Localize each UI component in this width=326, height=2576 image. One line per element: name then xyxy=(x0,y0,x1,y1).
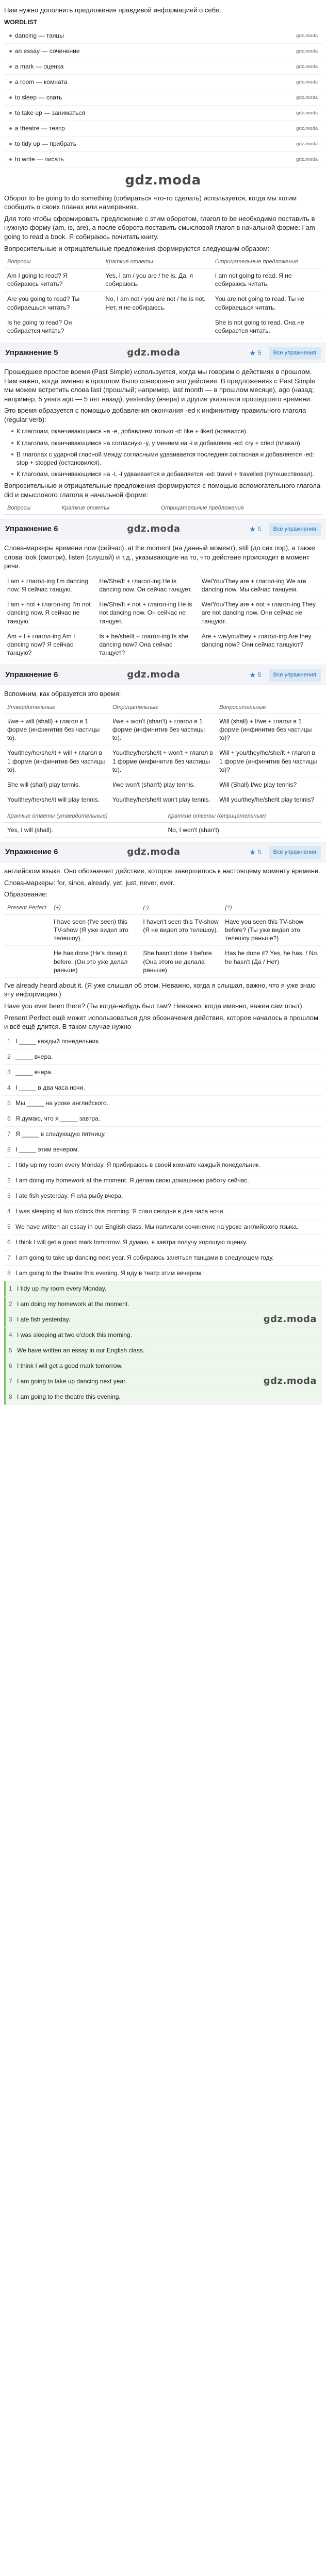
table-cell: You/they/he/she/it + won't + глагол в 1 форме (инфинитив без частицы to). xyxy=(109,745,216,777)
rule-item: К глаголам, оканчивающимся на -l, -l удваивается и добавляется -ed: travel + travelled (путешествовал). xyxy=(11,470,322,478)
table-row xyxy=(4,714,322,745)
table-row xyxy=(4,823,322,838)
all-exercises-button[interactable]: Все упражнения xyxy=(269,347,321,360)
table-cell: Will (shall) + I/we + глагол в 1 форме (инфинитив без частицы to)? xyxy=(216,714,322,745)
table-header-row xyxy=(4,902,322,914)
table-cell: She hasn't done it before. (Она этого не делала раньше) xyxy=(140,946,222,978)
list-item: 6 I think I will get a good mark tomorrow. Я думаю, я завтра получу хорошую оценку. xyxy=(4,1235,322,1250)
table-cell: Am I going to read? Я собираюсь читать? xyxy=(4,268,102,291)
table-cell: You are not going to read. Ты не собираешься читать. xyxy=(212,292,322,315)
answer-item: 4 I was sleeping at two o'clock this morning. xyxy=(4,1328,322,1343)
all-exercises-button[interactable]: Все упражнения xyxy=(269,846,321,859)
table-cell: I am + глагол-ing I'm dancing now. Я сейчас танцую. xyxy=(4,574,96,597)
list-item: 4 I was sleeping at two o'clock this morning. Я спал сегодня в два часа ночи. xyxy=(4,1204,322,1219)
wordlist-item: a theatre — театр gdz.moda xyxy=(4,121,322,137)
table-row xyxy=(4,792,322,807)
table-header-row xyxy=(4,502,322,514)
list-item: 7 Я _____ в следующую пятницу. xyxy=(4,1127,322,1142)
going-to-paragraph: Оборот to be going to do something (собираться что-то сделать) используется, когда мы хотим сообщить о своих планах или намерениях. xyxy=(4,194,297,211)
table-header-row xyxy=(4,702,322,714)
wordlist-item: to take up — заниматься gdz.moda xyxy=(4,106,322,121)
table-header-row xyxy=(4,810,322,822)
watermark: gdz.moda xyxy=(127,846,181,858)
list-item: 8 I _____ этим вечером. xyxy=(4,1142,322,1158)
table-cell: Am + I + глагол-ing Am I dancing now? Я сейчас танцую? xyxy=(4,629,96,660)
all-exercises-button[interactable]: Все упражнения xyxy=(269,523,321,536)
star-icon[interactable]: ★ xyxy=(249,348,256,357)
table-row xyxy=(4,745,322,777)
star-icon[interactable]: ★ xyxy=(249,670,256,679)
table-row xyxy=(4,914,322,946)
table-cell: Is he going to read? Он собирается читать? xyxy=(4,315,102,338)
going-to-paragraph-2: Для того чтобы сформировать предложение с этим оборотом, глагол to be необходимо поставить в нужную форму (am, is, are), а после оборота поставить смысловой глагол в начальной форме: I am going to read a book. Я собираюсь почитать книгу. xyxy=(4,214,315,241)
exercise-title: Упражнение 6 xyxy=(5,670,58,680)
watermark: gdz.moda xyxy=(127,523,181,535)
wordlist-item: to write — писать gdz.moda xyxy=(4,152,322,167)
table-cell: He/She/It + not + глагол-ing He is not dancing now. Он сейчас не танцует. xyxy=(96,597,198,629)
list-item: 8 I am going to the theatre this evening. Я иду в театр этим вечером. xyxy=(4,1266,322,1281)
answer-item: 1 I tidy up my room every Monday. xyxy=(4,1281,322,1297)
rules-list xyxy=(4,427,322,478)
table-header: Отрицательные предложения xyxy=(158,502,322,514)
table-row xyxy=(4,777,322,792)
table-cell: You/they/he/she/it will play tennis. xyxy=(4,792,109,807)
rule-item: К глаголам, оканчивающимся на -e, добавляем только -d: like + liked (нравился). xyxy=(11,427,322,435)
watermark: gdz.moda xyxy=(125,172,201,188)
list-item: 1 I tidy up my room every Monday. Я прибираюсь в своей комнате каждый понедельник. xyxy=(4,1158,322,1173)
list-item: 3 _____ вчера. xyxy=(4,1065,322,1080)
going-to-paragraph-3: Вопросительные и отрицательные предложения формируются следующим образом: xyxy=(4,244,270,252)
table-cell: I am + not + глагол-ing I'm not dancing now. Я сейчас не танцую. xyxy=(4,597,96,629)
table-header: (-) xyxy=(140,902,222,914)
table-row xyxy=(4,597,322,629)
answers-list xyxy=(4,1281,322,1405)
table-cell: Are you going to read? Ты собираешься читать? xyxy=(4,292,102,315)
rating-count: 5 xyxy=(257,671,262,679)
table-row xyxy=(4,292,322,315)
wordlist xyxy=(4,28,322,167)
exercise-list xyxy=(4,1034,322,1281)
table-header-row xyxy=(4,256,322,268)
list-item: 5 Мы _____ на уроке английского. xyxy=(4,1096,322,1111)
perfect-question: Have you ever been there? (Ты когда-нибудь был там? Неважно, когда именно, важен сам опыт). xyxy=(4,1002,304,1010)
going-to-table xyxy=(4,256,322,338)
wordlist-title: WORDLIST xyxy=(4,18,37,26)
rule-item: К глаголам, оканчивающимся на согласную -y, у меняем на -i и добавляем -ed: cry + cried (плакал). xyxy=(11,439,322,447)
table-header: Краткие ответы (отрицательные) xyxy=(165,810,322,822)
past-paragraph-3: Вопросительные и отрицательные предложения формируются с помощью вспомогательного глагола did и смыслового глагола в начальной форме: xyxy=(4,482,321,499)
perfect-intro: английском языке. Оно обозначает действие, которое завершилось к настоящему моменту времени. xyxy=(4,867,320,875)
table-cell: No, I won't (shan't). xyxy=(165,823,322,838)
watermark: gdz.moda xyxy=(263,1375,317,1386)
table-cell: Yes, I am / you are / he is. Да, я собираюсь. xyxy=(102,268,211,291)
list-item: 7 I am going to take up dancing next year. Я собираюсь заняться танцами в следующем году. xyxy=(4,1250,322,1266)
perfect-formation: Образование: xyxy=(4,890,48,899)
table-header: Вопросы xyxy=(4,256,102,268)
table-cell: Will (Shall) I/we play tennis? xyxy=(216,777,322,792)
list-item: 2 I am doing my homework at the moment. Я делаю свою домашнюю работу сейчас. xyxy=(4,1173,322,1189)
table-header: Отрицательные xyxy=(109,702,216,714)
table-header: Отрицательные предложения xyxy=(212,256,322,268)
table-cell: I/we + won't (shan't) + глагол в 1 форме (инфинитив без частицы to). xyxy=(109,714,216,745)
table-header: Краткие ответы xyxy=(59,502,158,514)
table-cell: Have you seen this TV-show before? (Ты уже видел это телешоу раньше?) xyxy=(222,914,322,946)
table-cell: She is not going to read. Она не собирается читать. xyxy=(212,315,322,338)
wordlist-item: a room — комната gdz.moda xyxy=(4,75,322,90)
rating-count: 5 xyxy=(257,849,262,856)
table-cell: She will (shall) play tennis. xyxy=(4,777,109,792)
intro-text: Нам нужно дополнить предложения правдивой информацией о себе. xyxy=(4,6,221,14)
table-cell: Will you/they/he/she/it play tennis? xyxy=(216,792,322,807)
table-row xyxy=(4,315,322,338)
future-intro: Вспомним, как образуется это время: xyxy=(4,690,121,698)
wordlist-item: a mark — оценка gdz.moda xyxy=(4,59,322,75)
watermark: gdz.moda xyxy=(127,669,181,681)
list-item: 2 _____ вчера. xyxy=(4,1049,322,1065)
table-cell: You/they/he/she/it + will + глагол в 1 форме (инфинитив без частицы to). xyxy=(4,745,109,777)
star-icon[interactable]: ★ xyxy=(249,524,256,533)
answer-item: 5 We have written an essay in our English class. xyxy=(4,1343,322,1359)
answer-item: 3 I ate fish yesterday. gdz.moda xyxy=(4,1312,322,1328)
perfect-summary: Present Perfect ещё может использоваться для обозначения действия, которое началось в прошлом и всё ещё длится. В таком случае нужно xyxy=(4,1013,318,1031)
perfect-markers: Слова-маркеры: for, since, already, yet, just, never, ever. xyxy=(4,878,175,887)
table-cell: He/She/It + глагол-ing He is dancing now. Он сейчас танцует. xyxy=(96,574,198,597)
table-cell: Will + you/they/he/she/it + глагол в 1 форме (инфинитив без частицы to)? xyxy=(216,745,322,777)
wordlist-item: dancing — танцы gdz.moda xyxy=(4,28,322,44)
perfect-note: I've already heard about it. (Я уже слышал об этом. Неважно, когда я слышал, важно, что я уже знаю эту информацию.) xyxy=(4,981,316,998)
list-item: 4 I _____ в два часа ночи. xyxy=(4,1080,322,1096)
table-row xyxy=(4,268,322,291)
wordlist-item: an essay — сочинение gdz.moda xyxy=(4,44,322,59)
rule-item: В глаголах с ударной гласной между согласными удваивается последняя согласная и добавляется -ed: stop + stopped (остановился). xyxy=(11,450,322,467)
short-answers-table xyxy=(4,810,322,838)
exercise-bar xyxy=(0,519,326,539)
table-cell: You/they/he/she/it won't play tennis. xyxy=(109,792,216,807)
table-cell: Has he done it? Yes, he has. / No, he hasn't (Да / Нет) xyxy=(222,946,322,978)
table-row xyxy=(4,946,322,978)
future-table xyxy=(4,702,322,807)
exercise-bar xyxy=(0,665,326,685)
table-cell: I have seen (I've seen) this TV-show (Я уже видел это телешоу). xyxy=(51,914,140,946)
table-cell: We/You/They are + not + глагол-ing They are not dancing now. Они сейчас не танцуют. xyxy=(199,597,322,629)
table-cell: I haven't seen this TV-show (Я не видел это телешоу). xyxy=(140,914,222,946)
wordlist-item: to sleep — спать gdz.moda xyxy=(4,90,322,106)
table-header: Вопросы xyxy=(4,502,59,514)
tense-label: Present Perfect xyxy=(4,902,51,914)
table-cell: Yes, I will (shall). xyxy=(4,823,165,838)
exercise-title: Упражнение 6 xyxy=(5,524,58,534)
watermark: gdz.moda xyxy=(127,347,181,358)
table-row xyxy=(4,629,322,660)
table-cell: No, I am not / you are not / he is not. Нет, я не собираюсь. xyxy=(102,292,211,315)
exercise-bar xyxy=(0,343,326,363)
table-cell xyxy=(102,315,211,338)
table-header: Утвердительные xyxy=(4,702,109,714)
table-header: (?) xyxy=(222,902,322,914)
table-header: Вопросительные xyxy=(216,702,322,714)
list-item: 1 I _____ каждый понедельник. xyxy=(4,1034,322,1049)
table-header: Краткие ответы (утвердительные) xyxy=(4,810,165,822)
past-paragraph: Прошедшее простое время (Past Simple) используется, когда мы говорим о действиях в прошлом. Нам важно, когда именно в прошлом было совершено это действие. В предложениях с Past Simple мы можем встретить слова last (прошлый; например, last month — в прошлом месяце), ago (назад; например, 5 years ago — 5 лет назад), yesterday (вчера) и другие указатели прошедшего времени. xyxy=(4,368,315,403)
exercise-title: Упражнение 6 xyxy=(5,848,58,857)
answer-item: 8 I am going to the theatre this evening. xyxy=(4,1389,322,1405)
table-cell: I am not going to read. Я не собираюсь читать. xyxy=(212,268,322,291)
present-perfect-table xyxy=(4,902,322,978)
table-row xyxy=(4,574,322,597)
answer-item: 7 I am going to take up dancing next year. gdz.moda xyxy=(4,1374,322,1389)
star-icon[interactable]: ★ xyxy=(249,848,256,856)
past-table xyxy=(4,502,322,515)
continuous-table xyxy=(4,574,322,661)
answer-item: 6 I think I will get a good mark tomorrow. xyxy=(4,1359,322,1374)
watermark: gdz.moda xyxy=(263,1313,317,1325)
exercise-bar xyxy=(0,842,326,862)
list-item: 5 We have written an essay in our English class. Мы написали сочинение на уроке английского языка. xyxy=(4,1219,322,1235)
list-item: 6 Я думаю, что я _____ завтра. xyxy=(4,1111,322,1127)
table-cell: I/we won't (shan't) play tennis. xyxy=(109,777,216,792)
table-cell: We/You/They are + глагол-ing We are dancing now. Мы сейчас танцуем. xyxy=(199,574,322,597)
all-exercises-button[interactable]: Все упражнения xyxy=(269,669,321,682)
exercise-title: Упражнение 5 xyxy=(5,348,58,357)
list-item: 3 I ate fish yesterday. Я ела рыбу вчера. xyxy=(4,1189,322,1204)
continuous-paragraph: Слова-маркеры времени now (сейчас), at the moment (на данный момент), still (до сих пор), а также слова look (смотри), listen (слушай) и т.д., указывающие на то, что действие происходит в момент речи. xyxy=(4,544,315,570)
wordlist-item: to tidy up — прибрать gdz.moda xyxy=(4,137,322,152)
answer-item: 2 I am doing my homework at the moment. xyxy=(4,1297,322,1312)
rating-count: 5 xyxy=(257,526,262,533)
table-cell: He has done (He's done) it before. (Он это уже делал раньше) xyxy=(51,946,140,978)
table-cell: I/we + will (shall) + глагол в 1 форме (инфинитив без частицы to). xyxy=(4,714,109,745)
rating-count: 5 xyxy=(257,349,262,357)
table-header: (+) xyxy=(51,902,140,914)
past-paragraph-2: Это время образуется с помощью добавления окончания -ed к инфинитиву правильного глагола (regular verb): xyxy=(4,406,306,423)
table-cell: Is + he/she/it + глагол-ing Is she dancing now? Она сейчас танцует? xyxy=(96,629,198,660)
table-header: Краткие ответы xyxy=(102,256,211,268)
table-cell: Are + we/you/they + глагол-ing Are they dancing now? Они сейчас танцуют? xyxy=(199,629,322,660)
